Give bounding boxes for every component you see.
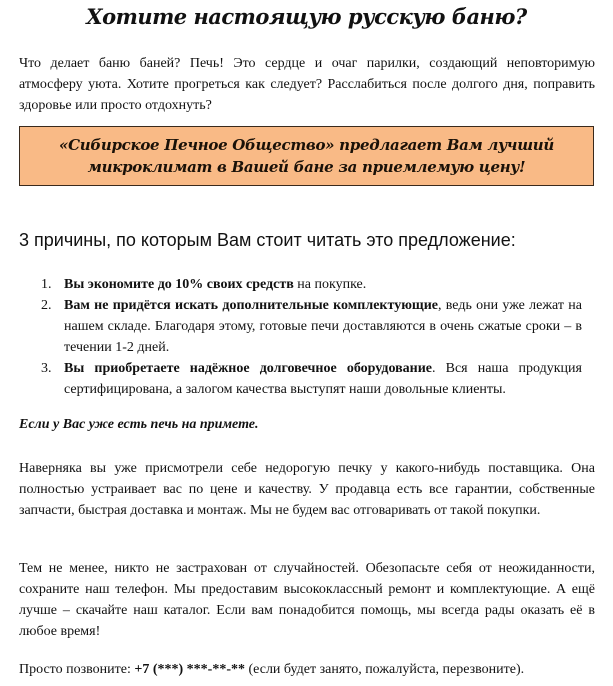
- reason-text: , ведь они уже лежат на нашем складе. Благодаря этому, готовые печи доставляются в очень сжатые сроки – в течении 1-2 дней.: [64, 298, 582, 355]
- offer-text: «Сибирское Печное Общество» предлагает Вам лучший микроклимат в Вашей бане за приемлемую цену!: [59, 136, 554, 176]
- reason-bold: Вы приобретаете надёжное долговечное оборудование: [64, 361, 432, 376]
- reason-number: 1.: [41, 277, 52, 292]
- reason-number: 3.: [41, 361, 52, 376]
- page-title: Хотите настоящую русскую баню?: [86, 4, 527, 29]
- reasons-list: [19, 274, 582, 400]
- reason-item: [19, 358, 582, 400]
- reason-bold: Вы экономите до 10% своих средств: [64, 277, 294, 292]
- reason-text: на покупке.: [293, 277, 367, 292]
- reason-item: [19, 295, 582, 358]
- offer-banner: [19, 126, 594, 186]
- subheading: Если у Вас уже есть печь на примете.: [19, 417, 259, 432]
- supplier-paragraph: Наверняка вы уже присмотрели себе недорогую печку у какого-нибудь поставщика. Она полностью устраивает вас по цене и качеству. У продавца есть все гарантии, собственные запчасти, быстрая доставка и монтаж. Мы не будем вас отговаривать от такой покупки.: [19, 461, 595, 518]
- reason-number: 2.: [41, 298, 52, 313]
- insurance-paragraph: Тем не менее, никто не застрахован от случайностей. Обезопасьте себя от неожиданности, сохраните наш телефон. Мы предоставим высококлассный ремонт и комплектующие. А ещё лучше – скачайте наш каталог. Если вам понадобится помощь, мы всегда рады оказать её в любое время!: [19, 561, 595, 639]
- phone-number: +7 (***) ***-**-**: [134, 662, 245, 677]
- intro-paragraph: Что делает баню баней? Печь! Это сердце и очаг парилки, создающий неповторимую атмосферу уюта. Хотите прогреться как следует? Расслабиться после долгого дня, поправить здоровье или просто отдохнуть?: [19, 56, 595, 113]
- call-paragraph: [19, 659, 595, 680]
- reason-text: . Вся наша продукция сертифицирована, а залогом качества выступят наши довольные клиенты.: [64, 361, 582, 397]
- reasons-heading: 3 причины, по которым Вам стоит читать это предложение:: [19, 230, 516, 250]
- reason-bold: Вам не придётся искать дополнительные комплектующие: [64, 298, 438, 313]
- call-prefix: Просто позвоните:: [19, 662, 135, 677]
- reason-item: [19, 274, 582, 295]
- call-suffix: (если будет занято, пожалуйста, перезвоните).: [245, 662, 525, 677]
